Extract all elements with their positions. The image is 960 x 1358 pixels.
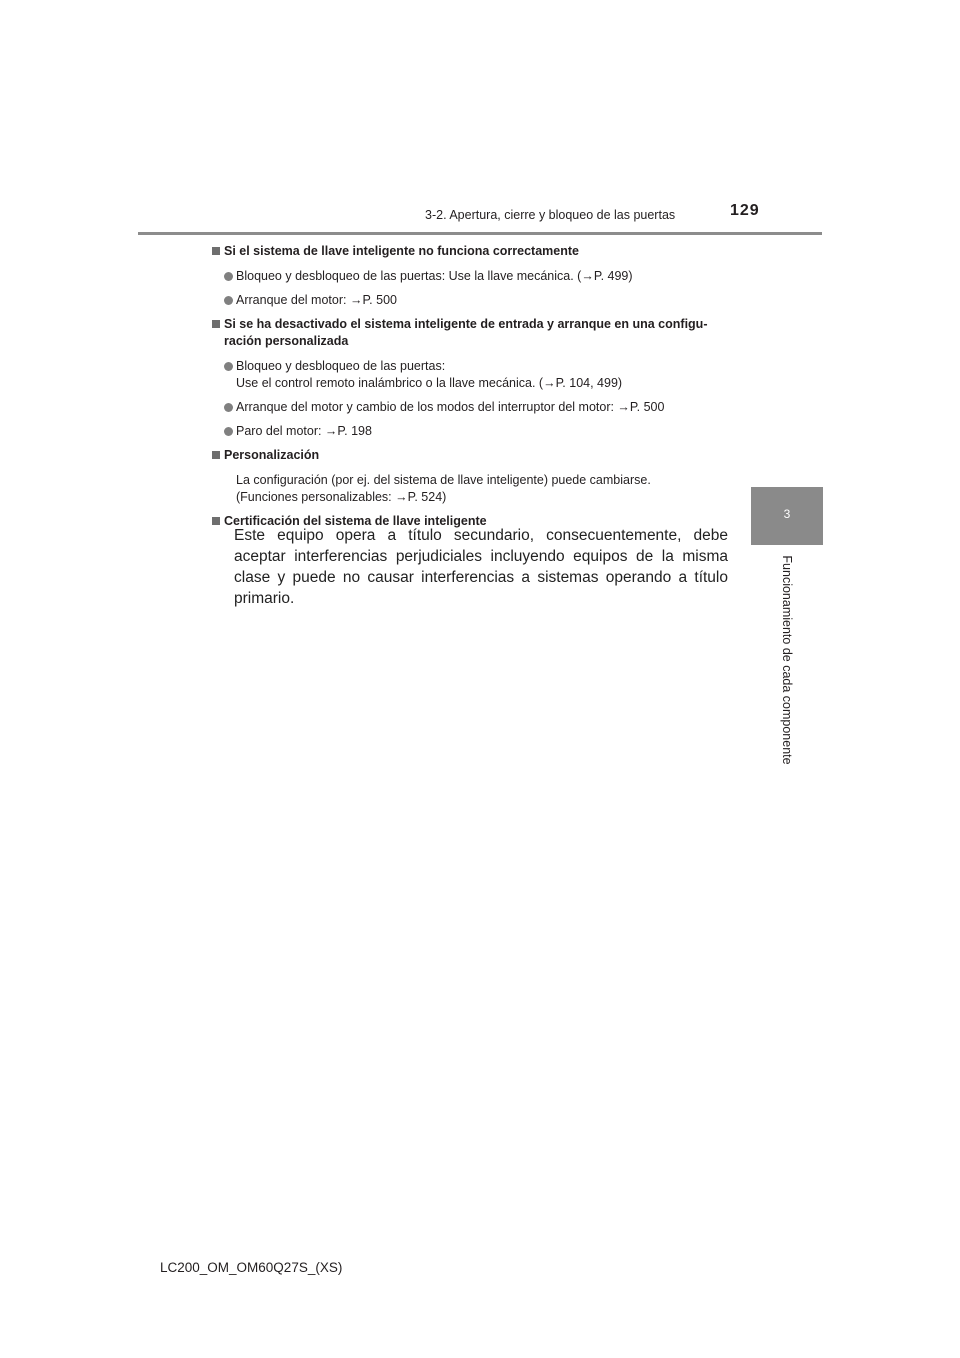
paragraph xyxy=(212,472,752,506)
list-item xyxy=(212,399,752,416)
list-item-text-line: Use el control remoto inalámbrico o la llave mecánica. (→P. 104, 499) xyxy=(236,376,623,390)
heading-text: Certificación del sistema de llave inteligente xyxy=(224,514,487,528)
chapter-tab xyxy=(751,487,823,545)
list-item xyxy=(212,292,752,309)
square-bullet-icon xyxy=(212,320,220,328)
header-divider xyxy=(138,232,822,235)
footer-code: LC200_OM_OM60Q27S_(XS) xyxy=(160,1260,343,1275)
section-heading xyxy=(212,316,752,350)
heading-text: Personalización xyxy=(224,448,320,462)
page-number: 129 xyxy=(730,202,760,219)
circle-bullet-icon xyxy=(224,403,233,412)
circle-bullet-icon xyxy=(224,272,233,281)
square-bullet-icon xyxy=(212,451,220,459)
circle-bullet-icon xyxy=(224,427,233,436)
circle-bullet-icon xyxy=(224,362,233,371)
page-content xyxy=(212,243,752,538)
list-item xyxy=(212,358,752,392)
chapter-title: Funcionamiento de cada componente xyxy=(780,555,794,765)
paragraph-line: (Funciones personalizables: →P. 524) xyxy=(236,490,447,504)
list-item-text-line: Bloqueo y desbloqueo de las puertas: xyxy=(236,359,446,373)
list-item-text: Arranque del motor: →P. 500 xyxy=(236,293,397,307)
list-item-text: Paro del motor: →P. 198 xyxy=(236,424,372,438)
certification-text: Este equipo opera a título secundario, consecuentemente, debe aceptar interferencias perjudiciales incluyendo equipos de la misma clase y puede no causar interferencias a sistemas operando a título primario. xyxy=(234,527,728,607)
heading-text-line: Si se ha desactivado el sistema inteligente de entrada y arranque en una configu- xyxy=(224,317,708,331)
square-bullet-icon xyxy=(212,517,220,525)
square-bullet-icon xyxy=(212,247,220,255)
list-item xyxy=(212,268,752,285)
chapter-number: 3 xyxy=(783,507,791,521)
heading-text-line: ración personalizada xyxy=(224,334,349,348)
section-heading xyxy=(212,447,752,464)
heading-text: Si el sistema de llave inteligente no funciona correctamente xyxy=(224,244,579,258)
list-item-text: Bloqueo y desbloqueo de las puertas: Use la llave mecánica. (→P. 499) xyxy=(236,269,633,283)
list-item xyxy=(212,423,752,440)
paragraph-line: La configuración (por ej. del sistema de llave inteligente) puede cambiarse. xyxy=(236,473,651,487)
section-heading xyxy=(212,243,752,260)
list-item-text: Arranque del motor y cambio de los modos del interruptor del motor: →P. 500 xyxy=(236,400,665,414)
circle-bullet-icon xyxy=(224,296,233,305)
header-section-title: 3-2. Apertura, cierre y bloqueo de las puertas xyxy=(425,208,676,222)
